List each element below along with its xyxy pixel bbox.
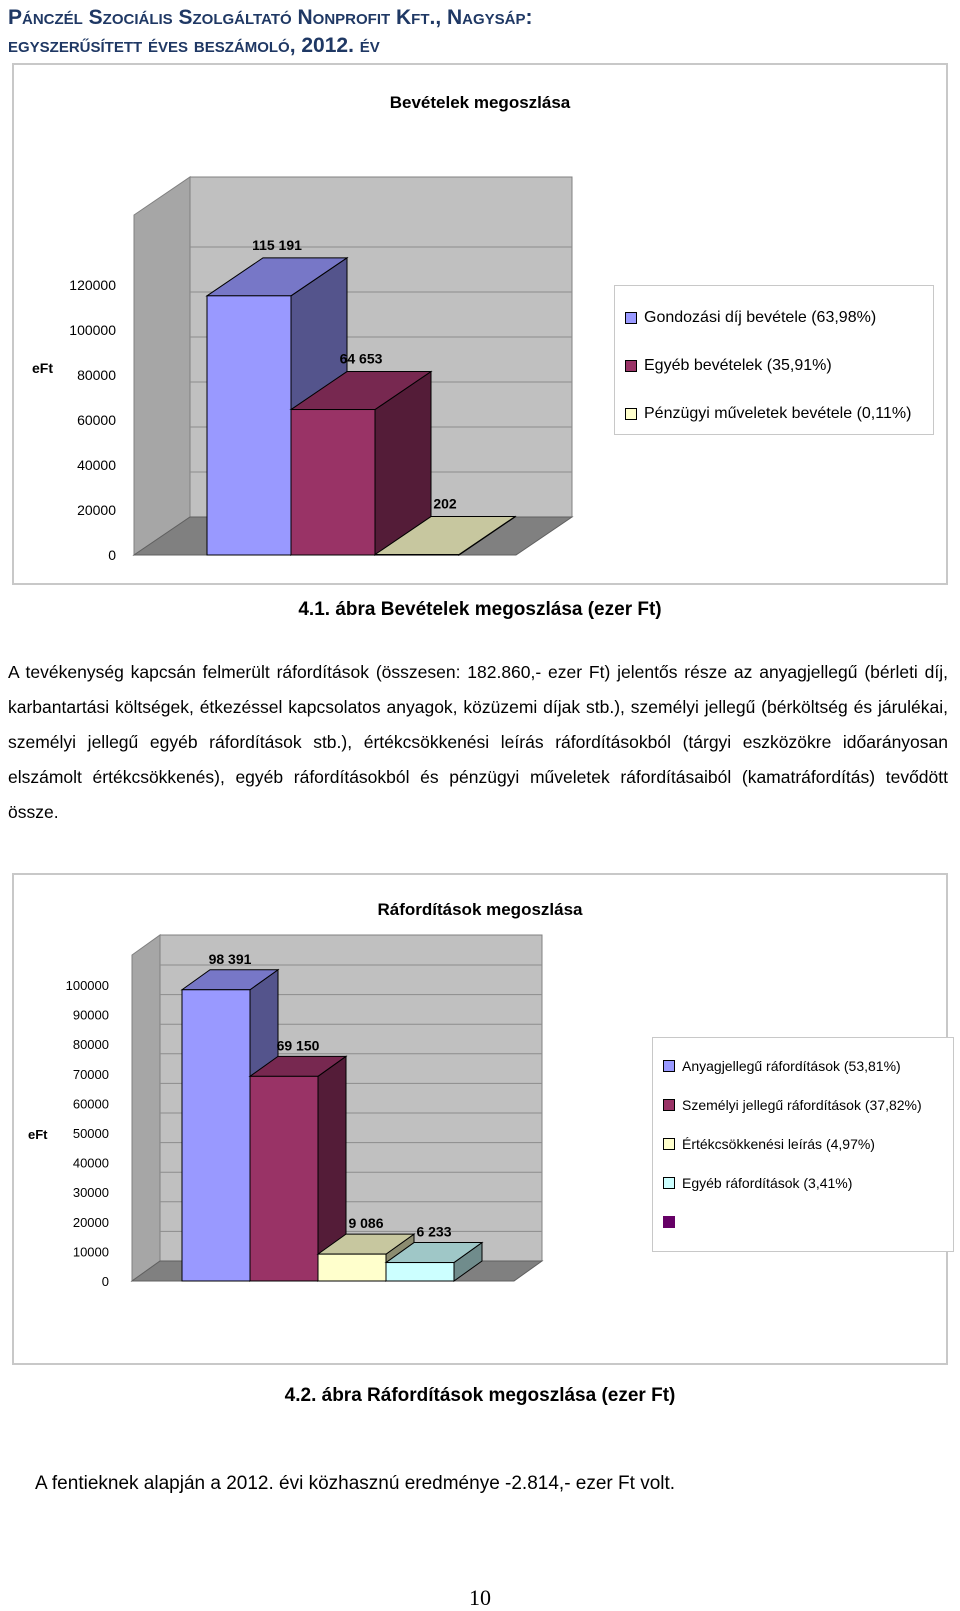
- y-tick-label: 100000: [69, 322, 116, 338]
- data-label: 64 653: [339, 350, 383, 367]
- figure-caption-2: 4.2. ábra Ráfordítások megoszlása (ezer Ft): [284, 1385, 676, 1406]
- y-tick-label: 0: [108, 547, 116, 563]
- legend-swatch: [625, 360, 637, 372]
- y-axis-label: eFt: [32, 360, 53, 376]
- legend-label: Egyéb ráfordítások (3,41%): [682, 1174, 853, 1191]
- y-tick-label: 10000: [72, 1244, 109, 1260]
- bar: [386, 1263, 454, 1281]
- y-tick-label: 80000: [72, 1037, 109, 1053]
- y-tick-label: 20000: [77, 502, 116, 518]
- result-sentence: A fentieknek alapján a 2012. évi közhasznú eredménye -2.814,- ezer Ft volt.: [35, 1473, 676, 1494]
- body-paragraph: A tevékenység kapcsán felmerült ráfordítások (összesen: 182.860,- ezer Ft) jelentős része az anyagjellegű (bérleti díj, karbantartási költségek, étkezéssel kapcsolatos anyagok, közüzemi díjak stb.), személyi jellegű (bérköltség és járulékai, személyi jellegű egyéb ráfordítások stb.), értékcsökkenési leírás ráfordításokból (tárgyi eszközökre időarányosan elszámolt értékcsökkenés), egyéb ráfordításokból és pénzügyi műveletek ráfordításaiból (kamatráfordítás) tevődött össze.: [8, 662, 948, 822]
- chart-title: Bevételek megoszlása: [389, 93, 571, 112]
- bar: [291, 410, 375, 555]
- data-label: 115 191: [252, 236, 302, 253]
- y-tick-label: 60000: [72, 1096, 109, 1112]
- legend-swatch: [663, 1060, 675, 1072]
- header-line-2: egyszerűsített éves beszámoló, 2012. év: [8, 34, 380, 57]
- legend-label: Anyagjellegű ráfordítások (53,81%): [682, 1057, 901, 1074]
- bar: [207, 296, 291, 555]
- legend-swatch: [663, 1138, 675, 1150]
- data-label: 9 086: [348, 1215, 384, 1232]
- legend-label: Egyéb bevételek (35,91%): [644, 357, 832, 374]
- figure-caption-1: 4.1. ábra Bevételek megoszlása (ezer Ft): [298, 599, 662, 620]
- legend-swatch: [663, 1216, 675, 1228]
- legend-swatch: [625, 312, 637, 324]
- y-tick-label: 40000: [72, 1155, 109, 1171]
- data-label: 98 391: [208, 950, 252, 967]
- y-tick-label: 70000: [72, 1066, 109, 1082]
- page-number: 10: [469, 1585, 491, 1610]
- legend-label: Értékcsökkenési leírás (4,97%): [682, 1135, 875, 1152]
- y-tick-label: 90000: [72, 1007, 109, 1023]
- bar: [318, 1254, 386, 1281]
- document-header: [8, 4, 908, 60]
- chart-legend: [652, 1037, 954, 1252]
- legend-swatch: [663, 1099, 675, 1111]
- legend-label: Gondozási díj bevétele (63,98%): [644, 309, 877, 326]
- y-tick-label: 60000: [77, 412, 116, 428]
- y-tick-label: 0: [101, 1274, 109, 1289]
- y-tick-label: 40000: [77, 457, 116, 473]
- legend-item: [663, 1202, 945, 1241]
- legend-item: [625, 390, 925, 438]
- chart-legend: [614, 285, 934, 435]
- y-tick-label: 80000: [77, 367, 116, 383]
- legend-label: Személyi jellegű ráfordítások (37,82%): [682, 1096, 922, 1113]
- legend-swatch: [625, 408, 637, 420]
- y-tick-label: 50000: [72, 1126, 109, 1141]
- chart-title: Ráfordítások megoszlása: [377, 900, 583, 919]
- legend-swatch: [663, 1177, 675, 1189]
- expense-chart: [12, 873, 948, 1365]
- y-tick-label: 100000: [65, 978, 109, 993]
- header-line-1: Pánczél Szociális Szolgáltató Nonprofit Kft., Nagysáp:: [8, 6, 533, 29]
- bar: [250, 1076, 318, 1281]
- legend-item: [663, 1163, 945, 1202]
- revenue-chart: [12, 63, 948, 585]
- legend-item: [663, 1046, 945, 1085]
- y-tick-label: 120000: [69, 277, 116, 293]
- bar: [182, 990, 250, 1281]
- legend-label: Pénzügyi műveletek bevétele (0,11%): [644, 405, 912, 422]
- y-tick-label: 20000: [72, 1214, 109, 1230]
- legend-item: [625, 342, 925, 390]
- data-label: 202: [433, 495, 457, 512]
- legend-item: [663, 1085, 945, 1124]
- data-label: 6 233: [416, 1223, 452, 1240]
- plot-side-wall: [134, 177, 190, 555]
- legend-item: [625, 294, 925, 342]
- y-axis-label: eFt: [28, 1127, 48, 1142]
- plot-side-wall: [132, 935, 160, 1281]
- legend-item: [663, 1124, 945, 1163]
- bar: [375, 555, 459, 556]
- data-label: 69 150: [276, 1037, 320, 1054]
- y-tick-label: 30000: [72, 1185, 109, 1201]
